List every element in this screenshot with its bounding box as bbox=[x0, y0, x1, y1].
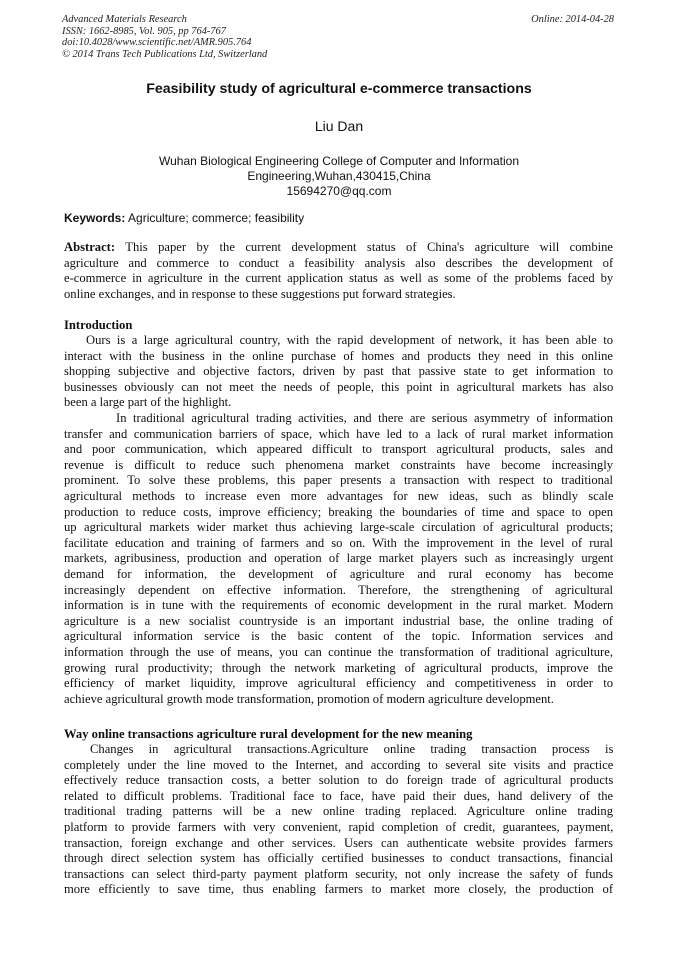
text-line: transaction, foreign exchange and other services. Users can authenticate website provides farmers bbox=[64, 835, 613, 850]
text-line: transfer and communication barriers of space, which have led to a lack of rural market information bbox=[64, 426, 614, 441]
text-line: achieve agricultural growth mode transformation, promotion of modern agriculture development. bbox=[64, 691, 554, 706]
way-paragraph-1 bbox=[64, 742, 613, 898]
keywords-text: Agriculture; commerce; feasibility bbox=[125, 211, 305, 225]
intro-paragraph-2 bbox=[64, 411, 613, 707]
abstract-line: agriculture and commerce to conduct a feasibility analysis also describes the development of bbox=[64, 255, 614, 270]
text-line: markets, agribusiness, production and operation of large market players such as increasingly urgent bbox=[64, 551, 614, 566]
text-line: information is in tune with the requirements of economic development in the rural market. Modern bbox=[64, 598, 614, 613]
online-date: Online: 2014-04-28 bbox=[531, 14, 614, 25]
text-line: Ours is a large agricultural country, with the rapid development of network, it has been able to bbox=[86, 333, 613, 347]
text-line: completely under the line moved to the Internet, and according to several site visits and practice bbox=[64, 757, 614, 772]
text-line: platform to provide farmers with very convenient, rapid completion of credit, guarantees, payment, bbox=[64, 819, 614, 834]
text-line: and poor communication, which appeared difficult to transport agricultural products, sales and bbox=[64, 442, 613, 457]
author-email: 15694270@qq.com bbox=[286, 184, 392, 199]
keywords bbox=[64, 211, 304, 225]
intro-paragraph-1 bbox=[64, 333, 613, 411]
text-line: through direct selection system has officially certified businesses to conduct transactions, financial bbox=[64, 851, 614, 866]
text-line: increasingly dependent on effective information. Therefore, the strengthening of agricultural bbox=[64, 582, 613, 597]
text-line: related to difficult problems. Traditional face to face, have paid their dues, hand delivery of the bbox=[64, 788, 614, 803]
text-line: agricultural methods to increase even more advantages for new ideas, such as blindly scale bbox=[64, 488, 614, 503]
abstract-label: Abstract: bbox=[64, 240, 116, 254]
keywords-label: Keywords: bbox=[64, 211, 126, 225]
section-heading-introduction: Introduction bbox=[64, 318, 133, 332]
text-line: Changes in agricultural transactions.Agriculture online trading transaction process is bbox=[90, 742, 614, 756]
text-line: efficiency of market liquidity, improve agricultural efficiency and competitiveness in order to bbox=[64, 676, 613, 691]
text-line: revenue is difficult to reduce such phenomena market constraints have become increasingly bbox=[64, 457, 613, 472]
text-line: transactions can select third-party payment platform security, not only increase the safety of funds bbox=[64, 866, 613, 881]
text-line: shopping subjective and objective factors, driven by past that passive state to get information to bbox=[64, 364, 613, 379]
text-line: agriculture is a new socialist countryside is an important industrial base, the online trading of bbox=[64, 613, 613, 628]
journal-header bbox=[62, 14, 618, 60]
text-line: up agricultural markets wider market thus achieving large-scale circulation of agricultural products; bbox=[64, 520, 614, 535]
text-line: more efficiently to save time, thus enabling farmers to market more closely, the production of bbox=[64, 882, 614, 897]
affiliation bbox=[0, 154, 678, 200]
doi-line: doi:10.4028/www.scientific.net/AMR.905.764 bbox=[62, 37, 252, 49]
text-line: prominent. To solve these problems, this paper presents a transaction with respect to traditional bbox=[64, 473, 614, 488]
abstract-line: e-commerce in agriculture in the current application status as well as some of the problems faced by bbox=[64, 271, 614, 286]
journal-name: Advanced Materials Research bbox=[62, 14, 187, 25]
abstract-line: online exchanges, and in response to these suggestions put forward strategies. bbox=[64, 286, 456, 301]
text-line: information through the use of means, you can continue the transformation of traditional agriculture, bbox=[64, 644, 613, 659]
affiliation-line-2: Engineering,Wuhan,430415,China bbox=[247, 169, 431, 184]
text-line: effectively reduce transaction costs, a better solution to do foreign trade of agricultural products bbox=[64, 773, 614, 788]
text-line: interact with the business in the online purchase of homes and products they need in this online bbox=[64, 348, 613, 363]
issn-line: ISSN: 1662-8985, Vol. 905, pp 764-767 bbox=[62, 25, 226, 37]
text-line: facilitate education and training of farmers and so on. With the improvement in the level of rural bbox=[64, 535, 613, 550]
text-line: In traditional agricultural trading activities, and there are serious asymmetry of information bbox=[116, 411, 613, 425]
text-line: businesses obviously can not meet the needs of people, this point in agricultural markets has also bbox=[64, 379, 614, 394]
text-line: been a large part of the highlight. bbox=[64, 395, 232, 410]
text-line: demand for information, the development of agriculture and rural economy has become bbox=[64, 566, 614, 581]
copyright-line: © 2014 Trans Tech Publications Ltd, Switzerland bbox=[62, 48, 268, 60]
abstract bbox=[64, 240, 613, 302]
text-line: production to reduce costs, improve efficiency; breaking the boundaries of time and space to open bbox=[64, 504, 613, 519]
paper-title: Feasibility study of agricultural e-commerce transactions bbox=[146, 81, 532, 97]
text-line: agricultural information service is the basic content of the topic. Information services and bbox=[64, 629, 613, 644]
text-line: traditional trading patterns will be a new online trading replaced. Agriculture online trading bbox=[64, 804, 613, 819]
abstract-line: Abstract: This paper by the current development status of China's agriculture will combine bbox=[64, 240, 614, 254]
text-line: growing rural productivity; through the network marketing of agricultural products, improve the bbox=[64, 660, 613, 675]
section-heading-way-online: Way online transactions agriculture rural development for the new meaning bbox=[64, 727, 473, 741]
author-name: Liu Dan bbox=[314, 118, 364, 134]
affiliation-line-1: Wuhan Biological Engineering College of Computer and Information bbox=[159, 154, 519, 168]
